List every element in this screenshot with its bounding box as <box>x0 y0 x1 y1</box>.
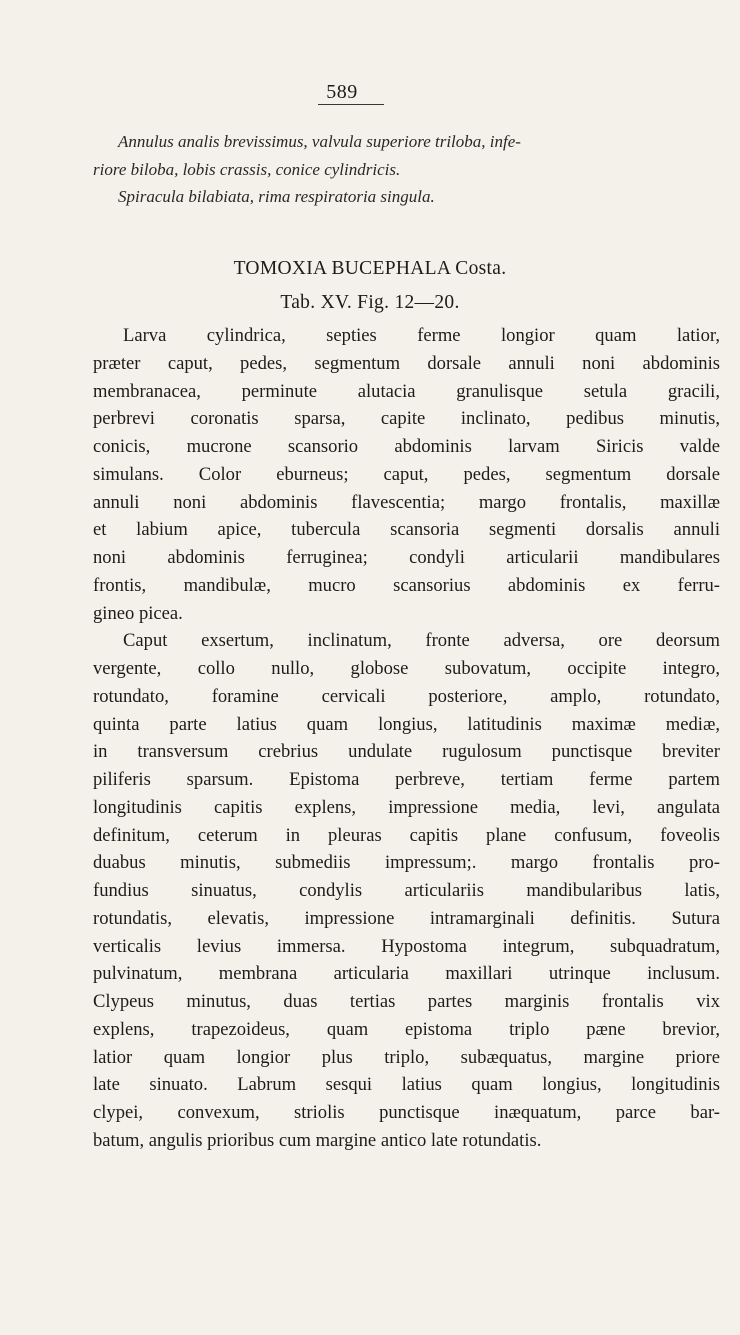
paragraph-line: frontis, mandibulæ, mucro scansorius abdominis ex ferru- <box>93 574 720 596</box>
paragraph-line: rotundato, foramine cervicali posteriore, amplo, rotundato, <box>93 685 720 707</box>
paragraph-caput <box>93 627 723 1154</box>
paragraph-line: Larva cylindrica, septies ferme longior quam latior, <box>123 325 720 346</box>
paragraph-line: clypei, convexum, striolis punctisque inæquatum, parce bar- <box>93 1102 720 1123</box>
paragraph-line: noni abdominis ferruginea; condyli articularii mandibulares <box>93 547 720 568</box>
paragraph-line: et labium apice, tubercula scansoria segmenti dorsalis annuli <box>93 519 720 541</box>
paragraph-line: in transversum crebrius undulate rugulosum punctisque breviter <box>93 741 720 763</box>
paragraph-line: conicis, mucrone scansorio abdominis larvam Siricis valde <box>93 436 720 457</box>
paragraph-line: piliferis sparsum. Epistoma perbreve, tertiam ferme partem <box>93 769 720 790</box>
paragraph-line: perbrevi coronatis sparsa, capite inclinato, pedibus minutis, <box>93 408 720 430</box>
species-title: TOMOXIA BUCEPHALA Costa. <box>233 258 507 279</box>
paragraph-line: late sinuato. Labrum sesqui latius quam longius, longitudinis <box>93 1074 720 1096</box>
page-number-underline <box>318 104 384 105</box>
paragraph-larva <box>93 322 723 627</box>
intro-italic-block <box>93 128 726 211</box>
paragraph-line: batum, angulis prioribus cum margine antico late rotundatis. <box>93 1129 542 1151</box>
paragraph-line: membranacea, perminute alutacia granulisque setula gracili, <box>93 380 720 402</box>
intro-line: riore biloba, lobis crassis, conice cylindricis. <box>93 159 401 179</box>
paragraph-line: duabus minutis, submediis impressum;. margo frontalis pro- <box>93 852 720 874</box>
paragraph-line: vergente, collo nullo, globose subovatum, occipite integro, <box>93 658 720 679</box>
intro-line: Spiracula bilabiata, rima respiratoria singula. <box>118 187 435 206</box>
paragraph-line: Clypeus minutus, duas tertias partes marginis frontalis vix <box>93 991 720 1012</box>
paragraph-line: gineo picea. <box>93 602 183 624</box>
paragraph-line: verticalis levius immersa. Hypostoma integrum, subquadratum, <box>93 935 720 957</box>
page-number: 589 <box>326 81 358 103</box>
paragraph-line: præter caput, pedes, segmentum dorsale annuli noni abdominis <box>93 352 720 374</box>
paragraph-line: explens, trapezoideus, quam epistoma triplo pæne brevior, <box>93 1018 720 1040</box>
intro-line: Annulus analis brevissimus, valvula superiore triloba, infe- <box>118 132 521 151</box>
paragraph-line: Caput exsertum, inclinatum, fronte adversa, ore deorsum <box>123 630 720 652</box>
body-text <box>93 322 723 1155</box>
plate-reference: Tab. XV. Fig. 12—20. <box>280 292 460 313</box>
paragraph-line: latior quam longior plus triplo, subæquatus, margine priore <box>93 1046 720 1068</box>
paragraph-line: definitum, ceterum in pleuras capitis plane confusum, foveolis <box>93 824 720 846</box>
paragraph-line: pulvinatum, membrana articularia maxillari utrinque inclusum. <box>93 963 720 985</box>
paragraph-line: rotundatis, elevatis, impressione intramarginali definitis. Sutura <box>93 907 720 929</box>
paragraph-line: simulans. Color eburneus; caput, pedes, segmentum dorsale <box>93 463 720 485</box>
paragraph-line: quinta parte latius quam longius, latitudinis maximæ mediæ, <box>93 713 720 735</box>
paragraph-line: annuli noni abdominis flavescentia; margo frontalis, maxillæ <box>93 491 720 513</box>
paragraph-line: fundius sinuatus, condylis articulariis mandibularibus latis, <box>93 880 720 901</box>
paragraph-line: longitudinis capitis explens, impressione media, levi, angulata <box>93 796 720 818</box>
